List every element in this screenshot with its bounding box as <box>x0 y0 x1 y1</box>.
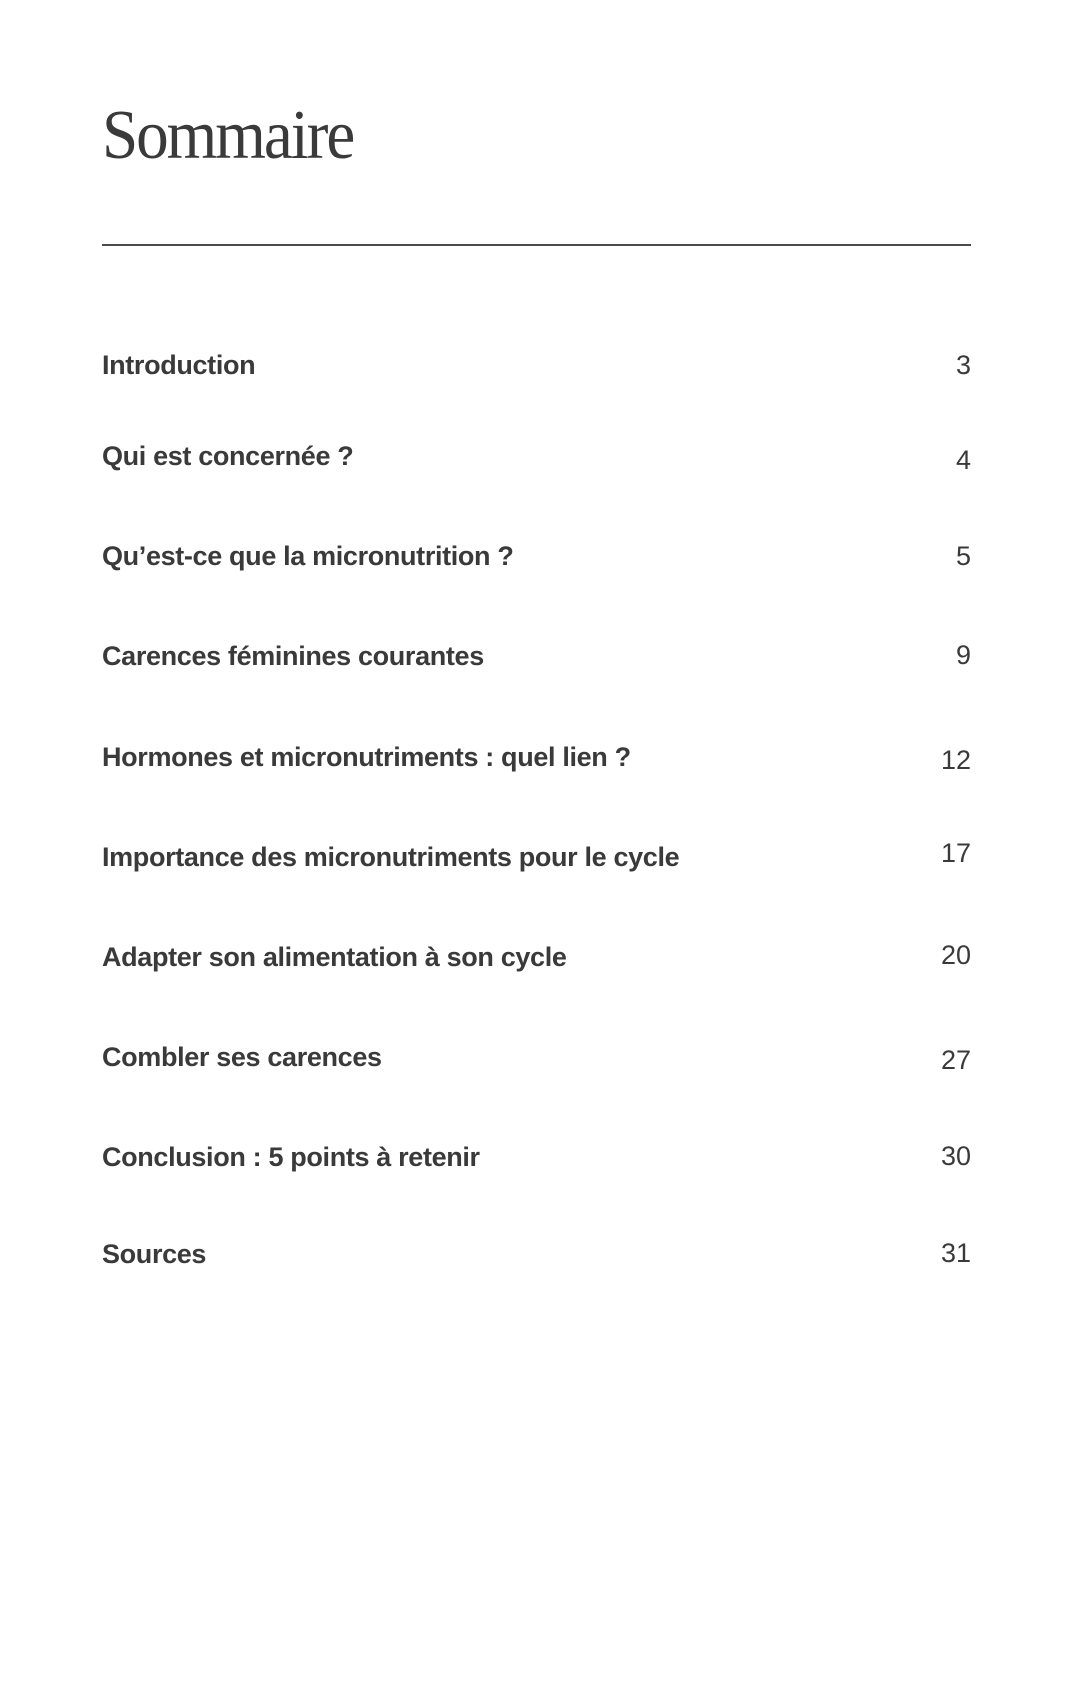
toc-entry-page-number: 4 <box>955 445 971 475</box>
toc-entry-page-number: 20 <box>940 940 971 970</box>
toc-entry-page-number: 5 <box>955 541 971 571</box>
toc-entry-label[interactable]: Conclusion : 5 points à retenir <box>102 1142 480 1172</box>
toc-entry-page-number: 17 <box>940 838 971 868</box>
toc-entry-adapter-alimentation[interactable] <box>102 942 971 982</box>
toc-entry-label[interactable]: Adapter son alimentation à son cycle <box>102 942 567 972</box>
toc-entry-label[interactable]: Combler ses carences <box>102 1042 382 1072</box>
toc-entry-importance-cycle[interactable] <box>102 838 971 882</box>
toc-entry-page-number: 27 <box>940 1045 971 1075</box>
page-title: Sommaire <box>102 97 354 174</box>
toc-entry-conclusion[interactable] <box>102 1142 971 1182</box>
toc-entry-sources[interactable] <box>102 1239 971 1279</box>
toc-entry-page-number: 9 <box>955 640 971 670</box>
toc-entry-label[interactable]: Qu’est-ce que la micronutrition ? <box>102 541 514 571</box>
toc-entry-qui-est-concernee[interactable] <box>102 441 971 481</box>
toc-entry-combler-carences[interactable] <box>102 1042 971 1082</box>
toc-entry-carences-feminines[interactable] <box>102 641 971 681</box>
toc-entry-label[interactable]: Introduction <box>102 350 256 380</box>
toc-entry-label[interactable]: Sources <box>102 1239 207 1269</box>
toc-entry-page-number: 30 <box>940 1141 971 1171</box>
toc-entry-label[interactable]: Qui est concernée ? <box>102 441 354 471</box>
toc-entry-label[interactable]: Importance des micronutriments pour le cycle <box>102 842 680 872</box>
toc-entry-page-number: 3 <box>955 350 971 380</box>
toc-entry-label[interactable]: Hormones et micronutriments : quel lien ? <box>102 742 631 772</box>
toc-entry-hormones[interactable] <box>102 742 971 782</box>
toc-entry-introduction[interactable] <box>102 350 971 390</box>
toc-entry-micronutrition[interactable] <box>102 541 971 581</box>
toc-entry-page-number: 12 <box>940 745 971 775</box>
toc-entry-label[interactable]: Carences féminines courantes <box>102 641 484 671</box>
toc-entry-page-number: 31 <box>940 1238 971 1268</box>
